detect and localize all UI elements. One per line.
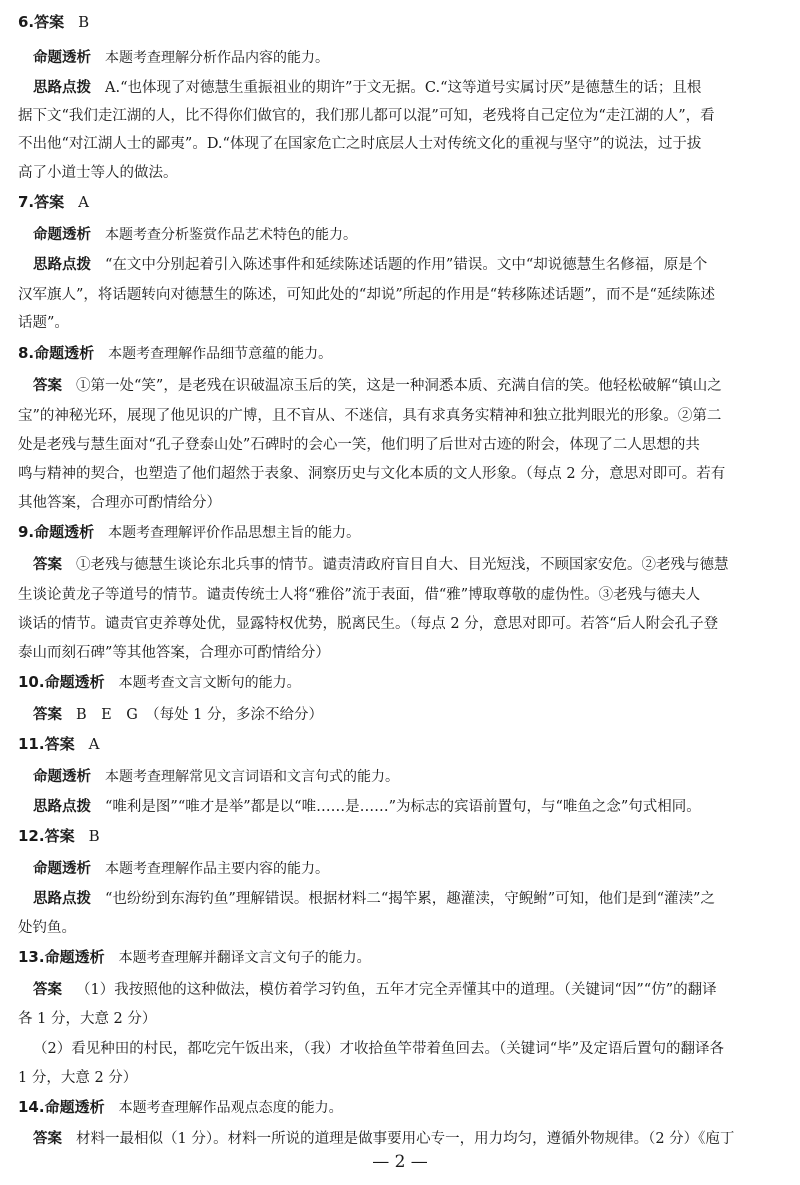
q7-hint-line: “在文中分别起着引入陈述事件和延续陈述话题的作用”错误。文中“却说德慧生名修福，原是个 [105, 257, 708, 273]
q11-number: 11. [18, 735, 45, 753]
answer-label: 答案 [44, 827, 75, 845]
analysis-label: 命题透析 [33, 769, 91, 785]
q7-hint-row [33, 253, 707, 274]
q6-hint-line: 高了小道士等人的做法。 [18, 165, 178, 181]
q13-answer-line: （1）我按照他的这种做法，模仿着学习钓鱼，五年才完全弄懂其中的道理。（关键词“因”“仿”的翻译 [76, 982, 717, 998]
q7-analysis-text: 本题考查分析鉴赏作品艺术特色的能力。 [105, 227, 357, 243]
answer-label: 答案 [33, 378, 62, 394]
q10-answer-text: B E G （每处 1 分，多涂不给分） [76, 707, 324, 723]
q13-answer-line: 1 分，大意 2 分） [18, 1070, 138, 1086]
answer-label: 答案 [34, 13, 65, 31]
q10-analysis-text: 本题考查文言文断句的能力。 [118, 675, 301, 691]
q12-analysis-text: 本题考查理解作品主要内容的能力。 [105, 861, 329, 877]
q9-answer-row [33, 553, 729, 574]
q9-number: 9. [18, 523, 35, 541]
answer-label: 答案 [33, 1131, 62, 1147]
analysis-label: 命题透析 [33, 227, 91, 243]
q12-number: 12. [18, 827, 45, 845]
q8-analysis-row [18, 342, 332, 363]
q8-answer-line: 处是老残与慧生面对“孔子登泰山处”石碑时的会心一笑，他们明了后世对古迹的附会，体现了二人思想的共 [18, 437, 700, 453]
q9-analysis-row [18, 521, 360, 542]
q13-answer-row [33, 978, 717, 999]
analysis-label: 命题透析 [44, 948, 105, 966]
q8-number: 8. [18, 344, 35, 362]
q9-answer-line: 泰山而刻石碑”等其他答案，合理亦可酌情给分） [18, 645, 330, 661]
q13-number: 13. [18, 948, 45, 966]
analysis-label: 命题透析 [33, 861, 91, 877]
q11-hint-text: “唯利是图”“唯才是举”都是以“唯……是……”为标志的宾语前置句，与“唯鱼之念”句式相同。 [105, 799, 701, 815]
page-number: — 2 — [372, 1152, 428, 1172]
q9-answer-line: ①老残与德慧生谈论东北兵事的情节。谴责清政府盲目自大、目光短浅，不顾国家安危。②老残与德慧 [76, 557, 729, 573]
q8-answer-line: 其他答案，合理亦可酌情给分） [18, 495, 221, 511]
q12-analysis-row [33, 857, 329, 878]
q7-analysis-row [33, 223, 357, 244]
q12-hint-line: 处钓鱼。 [18, 920, 76, 936]
q14-analysis-text: 本题考查理解作品观点态度的能力。 [118, 1100, 343, 1116]
q6-hint-line: 不出他“对江湖人士的鄙夷”。D.“体现了在国家危亡之时底层人士对传统文化的重视与坚守”的说法，过于拔 [18, 136, 702, 152]
answer-label: 答案 [34, 193, 65, 211]
q10-number: 10. [18, 673, 45, 691]
q14-answer-text: 材料一最相似（1 分）。材料一所说的道理是做事要用心专一，用力均匀，遵循外物规律。（2 分）《庖丁 [76, 1131, 735, 1147]
q6-hint-line: A.“也体现了对德慧生重振祖业的期许”于文无据。C.“这等道号实属讨厌”是德慧生的话；且根 [105, 80, 702, 96]
q13-answer-line: 各 1 分，大意 2 分） [18, 1011, 157, 1027]
q12-answer-value: B [88, 827, 100, 845]
q6-hint-row [33, 76, 701, 97]
q8-answer-row [33, 374, 722, 395]
q8-answer-line: 鸣与精神的契合，也塑造了他们超然于表象、洞察历史与文化本质的文人形象。（每点 2 分，意思对即可。若有 [18, 466, 726, 482]
q11-answer-row [18, 733, 99, 754]
q11-analysis-text: 本题考查理解常见文言词语和文言句式的能力。 [105, 769, 399, 785]
analysis-label: 命题透析 [34, 344, 95, 362]
q12-answer-row [18, 825, 100, 846]
q14-answer-row [33, 1127, 734, 1148]
q10-answer-row [33, 703, 323, 724]
q6-analysis-text: 本题考查理解分析作品内容的能力。 [105, 50, 329, 66]
q6-answer-value: B [78, 13, 90, 31]
q10-analysis-row [18, 671, 301, 692]
q9-answer-line: 生谈论黄龙子等道号的情节。谴责传统士人将“雅俗”流于表面，借“雅”博取尊敬的虚伪性。③老残与德夫人 [18, 587, 701, 603]
q11-analysis-row [33, 765, 399, 786]
q8-answer-line: ①第一处“笑”，是老残在识破温凉玉后的笑，这是一种洞悉本质、充满自信的笑。他轻松破解“镇山之 [76, 378, 722, 394]
q7-hint-line: 汉军旗人”，将话题转向对德慧生的陈述，可知此处的“却说”所起的作用是“转移陈述话题”，而不是“延续陈述 [18, 287, 715, 303]
analysis-label: 命题透析 [44, 1098, 105, 1116]
answer-label: 答案 [33, 707, 62, 723]
q14-number: 14. [18, 1098, 45, 1116]
answer-label: 答案 [33, 982, 62, 998]
q14-analysis-row [18, 1096, 343, 1117]
analysis-label: 命题透析 [34, 523, 95, 541]
q6-number: 6. [18, 13, 35, 31]
answer-label: 答案 [33, 557, 62, 573]
q8-answer-line: 宝”的神秘光环，展现了他见识的广博，且不盲从、不迷信，具有求真务实精神和独立批判眼光的形象。②第二 [18, 408, 722, 424]
hint-label: 思路点拨 [33, 80, 91, 96]
q8-analysis-text: 本题考查理解作品细节意蕴的能力。 [108, 346, 333, 362]
q6-hint-line: 据下文“我们走江湖的人，比不得你们做官的，我们那儿都可以混”可知，老残将自己定位为“走江湖的人”，看 [18, 108, 715, 124]
q11-hint-row [33, 795, 701, 816]
answer-label: 答案 [44, 735, 75, 753]
q13-answer-line: （2）看见种田的村民，都吃完午饭出来，（我）才收拾鱼竿带着鱼回去。（关键词“毕”及定语后置句的翻译各 [33, 1041, 725, 1057]
q7-answer-value: A [78, 193, 89, 211]
q12-hint-line: “也纷纷到东海钓鱼”理解错误。根据材料二“揭竿累，趣灌渎，守鲵鲋”可知，他们是到“灌渎”之 [105, 891, 715, 907]
q7-answer-row [18, 191, 89, 212]
q11-answer-value: A [88, 735, 100, 753]
q7-number: 7. [18, 193, 35, 211]
analysis-label: 命题透析 [44, 673, 105, 691]
q7-hint-line: 话题”。 [18, 315, 69, 331]
q13-analysis-row [18, 946, 371, 967]
q9-analysis-text: 本题考查理解评价作品思想主旨的能力。 [108, 525, 361, 541]
analysis-label: 命题透析 [33, 50, 91, 66]
q9-answer-line: 谈话的情节。谴责官吏养尊处优，显露特权优势，脱离民生。（每点 2 分，意思对即可。若答“后人附会孔子登 [18, 616, 719, 632]
q12-hint-row [33, 887, 715, 908]
hint-label: 思路点拨 [33, 257, 91, 273]
q6-analysis-row [33, 46, 329, 67]
hint-label: 思路点拨 [33, 891, 91, 907]
q6-answer-row [18, 11, 89, 32]
hint-label: 思路点拨 [33, 799, 91, 815]
q13-analysis-text: 本题考查理解并翻译文言文句子的能力。 [118, 950, 371, 966]
